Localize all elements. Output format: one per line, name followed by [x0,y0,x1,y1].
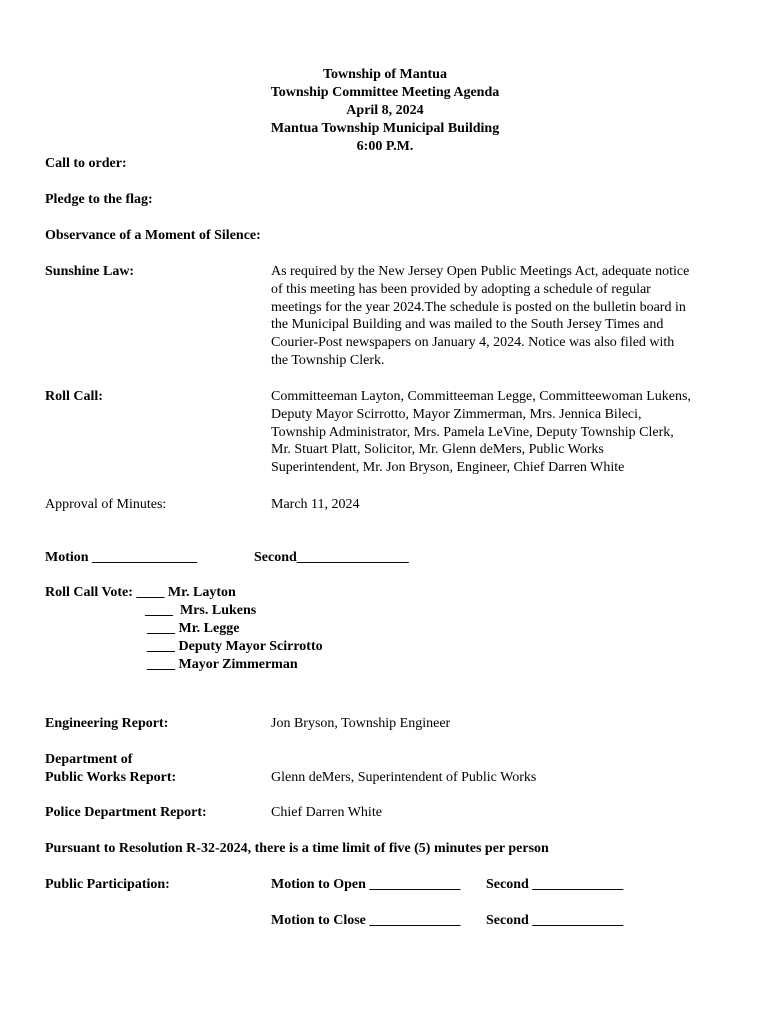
vote-line: ____ Mr. Legge [147,621,240,636]
meeting-location: Mantua Township Municipal Building [270,121,500,136]
roll-call-line: Superintendent, Mr. Jon Bryson, Engineer, Chief Darren White [271,460,625,476]
police-report-label: Police Department Report: [45,805,207,820]
agenda-header [0,66,770,156]
second-field: Second________________ [254,550,409,565]
vote-line: ____ Mrs. Lukens [145,603,257,618]
roll-call-text [271,388,731,477]
roll-call-line: Mr. Stuart Platt, Solicitor, Mr. Glenn deMers, Public Works [271,442,604,458]
public-works-value: Glenn deMers, Superintendent of Public Works [271,770,537,785]
roll-call-vote-label: Roll Call Vote: ____ Mr. Layton [45,585,236,600]
public-works-label-line2: Public Works Report: [45,770,177,785]
roll-call-line: Deputy Mayor Scirrotto, Mayor Zimmerman, Mrs. Jennica Bileci, [271,406,642,422]
sunshine-law-text [271,263,731,370]
sunshine-line: the Municipal Building and was mailed to the South Jersey Times and [271,317,664,333]
pledge-to-flag: Pledge to the flag: [45,192,153,207]
resolution-note: Pursuant to Resolution R-32-2024, there is a time limit of five (5) minutes per person [45,841,549,856]
sunshine-line: of this meeting has been provided by adopting a schedule of regular [271,281,651,297]
call-to-order: Call to order: [45,156,127,171]
motion-to-open: Motion to Open _____________ [271,877,461,892]
sunshine-line: As required by the New Jersey Open Public Meetings Act, adequate notice [271,264,690,279]
motion-to-open-second: Second _____________ [486,877,624,892]
motion-to-close: Motion to Close _____________ [271,913,461,928]
minutes-date: March 11, 2024 [271,497,360,512]
motion-to-close-second: Second _____________ [486,913,624,928]
motion-field: Motion _______________ [45,550,198,565]
sunshine-line: Courier-Post newspapers on January 4, 2024. Notice was also filed with [271,335,675,351]
public-works-label-line1: Department of [45,752,133,767]
sunshine-law-label: Sunshine Law: [45,264,135,279]
minutes-label: Approval of Minutes: [45,497,167,512]
vote-line: ____ Mayor Zimmerman [147,657,298,672]
roll-call-line: Committeeman Layton, Committeeman Legge, Committeewoman Lukens, [271,389,691,404]
sunshine-line: the Township Clerk. [271,352,385,368]
engineering-report-label: Engineering Report: [45,716,169,731]
meeting-date: April 8, 2024 [346,103,424,118]
agenda-title: Township Committee Meeting Agenda [270,85,500,100]
police-report-value: Chief Darren White [271,805,382,820]
vote-line: ____ Deputy Mayor Scirrotto [147,639,323,654]
township-name: Township of Mantua [323,67,447,82]
meeting-time: 6:00 P.M. [356,139,414,154]
public-participation-label: Public Participation: [45,877,170,892]
roll-call-label: Roll Call: [45,389,103,404]
moment-of-silence: Observance of a Moment of Silence: [45,228,261,243]
sunshine-line: meetings for the year 2024.The schedule is posted on the bulletin board in [271,299,686,315]
engineering-report-value: Jon Bryson, Township Engineer [271,716,451,731]
roll-call-line: Township Administrator, Mrs. Pamela LeVine, Deputy Township Clerk, [271,424,674,440]
